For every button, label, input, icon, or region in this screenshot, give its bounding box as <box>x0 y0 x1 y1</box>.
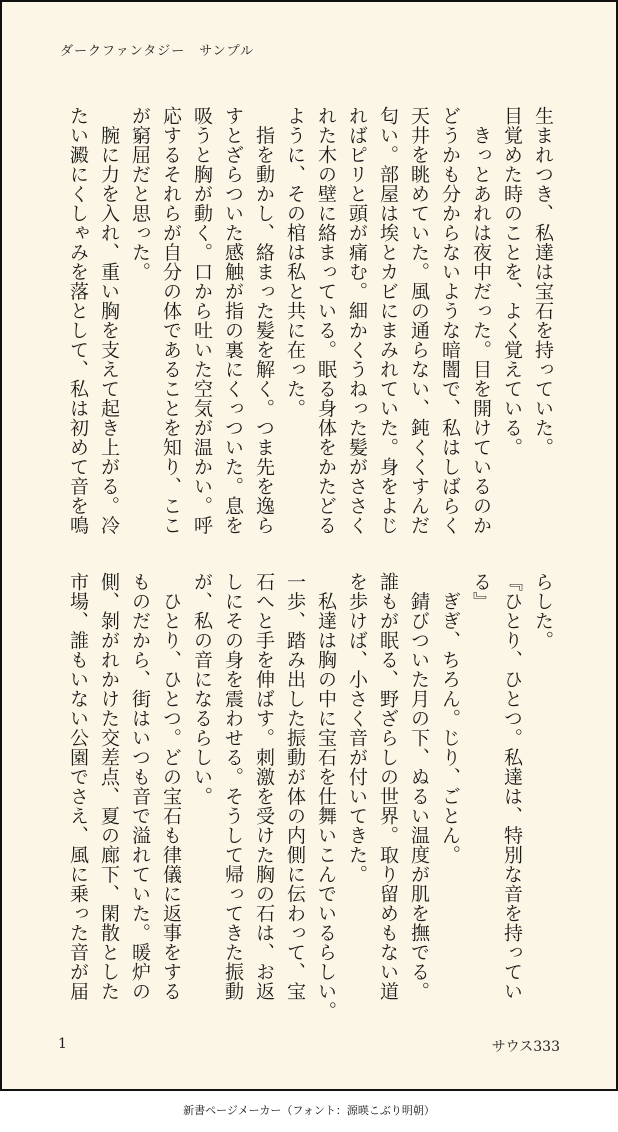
text-block-bottom <box>58 572 558 1021</box>
text-column: ように、その棺は私と共に在った。 <box>284 106 306 418</box>
text-column: れた木の壁に絡まっている。眠る身体をかたどる <box>315 106 337 535</box>
text-column: たい澱にくしゃみを落として、私は初めて音を鳴 <box>67 106 89 535</box>
text-column: ひとり、ひとつ。どの宝石も律儀に返事をする <box>160 572 182 1001</box>
text-block-top <box>58 106 558 536</box>
text-column: 応するそれらが自分の体であることを知り、ここ <box>160 106 182 535</box>
page-header: ダークファンタジー サンプル <box>60 44 255 59</box>
text-column: 匂い。部屋は埃とカビにまみれていた。身をよじ <box>377 106 399 535</box>
author-name: サウス333 <box>491 1039 560 1055</box>
text-column: ものだから、街はいつも音で溢れていた。暖炉の <box>129 572 151 1001</box>
text-column: 『ひとり、ひとつ。私達は、特別な音を持ってい <box>501 572 523 1001</box>
text-column: 一歩、踏み出した振動が体の内側に伝わって、宝 <box>284 572 306 1001</box>
text-column: らした。 <box>532 572 554 650</box>
text-column: 錆びついた月の下、ぬるい温度が肌を撫でる。 <box>408 572 430 1001</box>
text-column: 私達は胸の中に宝石を仕舞いこんでいるらしい。 <box>315 572 337 1021</box>
text-column: が窮屈だと思った。 <box>129 106 151 282</box>
page-number: 1 <box>58 1036 67 1052</box>
text-column: すとざらついた感触が指の裏にくっついた。息を <box>222 106 244 535</box>
text-column: る』 <box>470 572 492 611</box>
text-column: 腕に力を入れ、重い胸を支えて起き上がる。冷 <box>98 106 120 535</box>
text-column: 目覚めた時のことを、よく覚えている。 <box>501 106 523 457</box>
text-column: しにその身を震わせる。そうして帰ってきた振動 <box>222 572 244 1001</box>
text-column: どうかも分からないような暗闇で、私はしばらく <box>439 106 461 535</box>
text-column: 生まれつき、私達は宝石を持っていた。 <box>532 106 554 457</box>
text-column: 側、剝がれかけた交差点、夏の廊下、閑散とした <box>98 572 120 1001</box>
text-column: 市場、誰もいない公園でさえ、風に乗った音が届 <box>67 572 89 1001</box>
text-column: 指を動かし、絡まった髪を解く。つま先を逸ら <box>253 106 275 535</box>
text-column: 誰もが眠る、野ざらしの世界。取り留めもない道 <box>377 572 399 1001</box>
text-column: ればピリと頭が痛む。細かくうねった髪がささく <box>346 106 368 535</box>
text-column: きっとあれは夜中だった。目を開けているのか <box>470 106 492 535</box>
text-column: を歩けば、小さく音が付いてきた。 <box>346 572 368 884</box>
text-column: ぎぎ、ちろん。じり、ごとん。 <box>439 572 461 865</box>
footer-caption: 新書ページメーカー（フォント：源暎こぶり明朝） <box>183 1104 435 1117</box>
text-column: 吸うと胸が動く。口から吐いた空気が温かい。呼 <box>191 106 213 535</box>
text-column: が、私の音になるらしい。 <box>191 572 213 806</box>
text-column: 天井を眺めていた。風の通らない、鈍くくすんだ <box>408 106 430 535</box>
text-column: 石へと手を伸ばす。刺激を受けた胸の石は、お返 <box>253 572 275 1001</box>
